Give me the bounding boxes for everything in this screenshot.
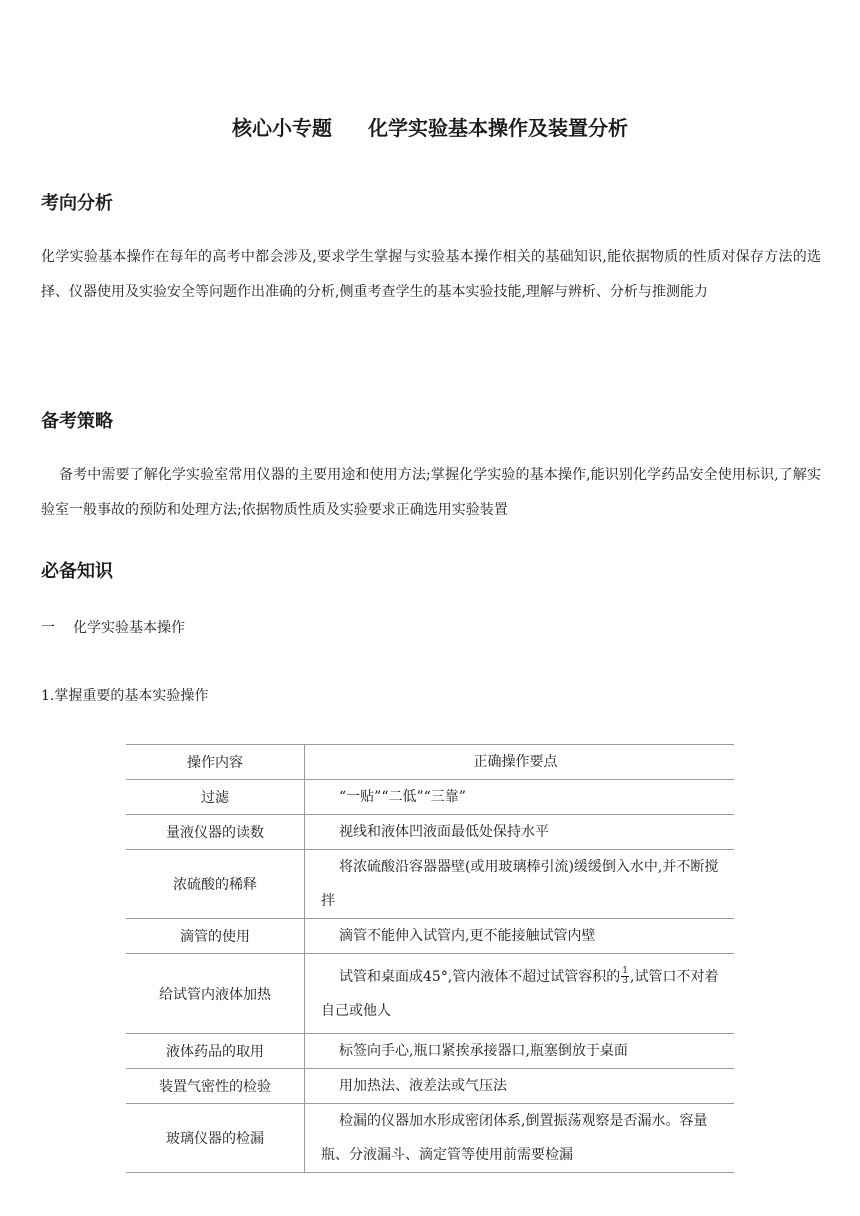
point-cell [305,780,735,815]
strategy-heading: 备考策略 [41,411,113,432]
point-cell [305,1104,735,1173]
operation-cell: 过滤 [126,780,305,815]
point-text: 滴管不能伸入试管内,更不能接触试管内壁 [339,928,596,944]
table-row [126,1069,734,1104]
fraction-numerator: 1 [622,966,628,976]
point-text: 用加热法、液差法或气压法 [339,1078,507,1094]
operation-cell: 浓硫酸的稀释 [126,850,305,919]
operation-cell: 玻璃仪器的检漏 [126,1104,305,1173]
knowledge-heading: 必备知识 [41,561,113,582]
table-row [126,919,734,954]
point-text: 标签向手心,瓶口紧挨承接器口,瓶塞倒放于桌面 [339,1043,628,1059]
operation-cell: 量液仪器的读数 [126,815,305,850]
point-cell [305,850,735,919]
point-text: 视线和液体凹液面最低处保持水平 [339,824,549,840]
point-cell [305,815,735,850]
page-title [0,112,860,141]
title-part1: 核心小专题 [232,116,332,140]
operation-cell: 滴管的使用 [126,919,305,954]
subsection-text: 化学实验基本操作 [73,620,185,636]
table-row [126,850,734,919]
fraction-denominator: 3 [622,976,628,986]
table-row [126,815,734,850]
operation-cell: 装置气密性的检验 [126,1069,305,1104]
operation-cell: 给试管内液体加热 [126,954,305,1034]
point-text: 将浓硫酸沿容器器壁(或用玻璃棒引流)缓缓倒入水中,并不断搅拌 [321,859,719,909]
point-text: “一贴”“二低”“三靠” [339,789,466,805]
point-cell [305,1069,735,1104]
title-part2: 化学实验基本操作及装置分析 [368,116,628,140]
fraction [621,967,629,986]
table-row [126,1104,734,1173]
subsection-title [41,617,185,637]
point-text: 检漏的仪器加水形成密闭体系,倒置振荡观察是否漏水。容量瓶、分液漏斗、滴定管等使用前需要检漏 [321,1113,708,1163]
point-cell [305,954,735,1034]
analysis-paragraph: 化学实验基本操作在每年的高考中都会涉及,要求学生掌握与实验基本操作相关的基础知识,能依据物质的性质对保存方法的选择、仪器使用及实验安全等问题作出准确的分析,侧重考查学生的基本实验技能,理解与辨析、分析与推测能力 [41,249,821,300]
operation-cell: 液体药品的取用 [126,1034,305,1069]
strategy-paragraph: 备考中需要了解化学实验室常用仪器的主要用途和使用方法;掌握化学实验的基本操作,能识别化学药品安全使用标识,了解实验室一般事故的预防和处理方法;依据物质性质及实验要求正确选用实验装置 [41,467,821,518]
subsection-item: 1.掌握重要的基本实验操作 [41,688,209,704]
point-text [321,960,726,1028]
header-operation: 操作内容 [126,745,305,780]
table-row [126,954,734,1034]
point-text-b: ,试管口不对着自己或他人 [321,968,719,1019]
point-cell [305,1034,735,1069]
operations-table [126,744,734,1173]
point-cell [305,919,735,954]
table-row [126,780,734,815]
subsection-number: 一 [41,620,55,636]
analysis-heading: 考向分析 [41,193,113,214]
point-text-a: 试管和桌面成45°,管内液体不超过试管容积的 [339,968,621,985]
header-key-points: 正确操作要点 [473,754,558,770]
table-header-row [126,745,734,780]
table-row [126,1034,734,1069]
